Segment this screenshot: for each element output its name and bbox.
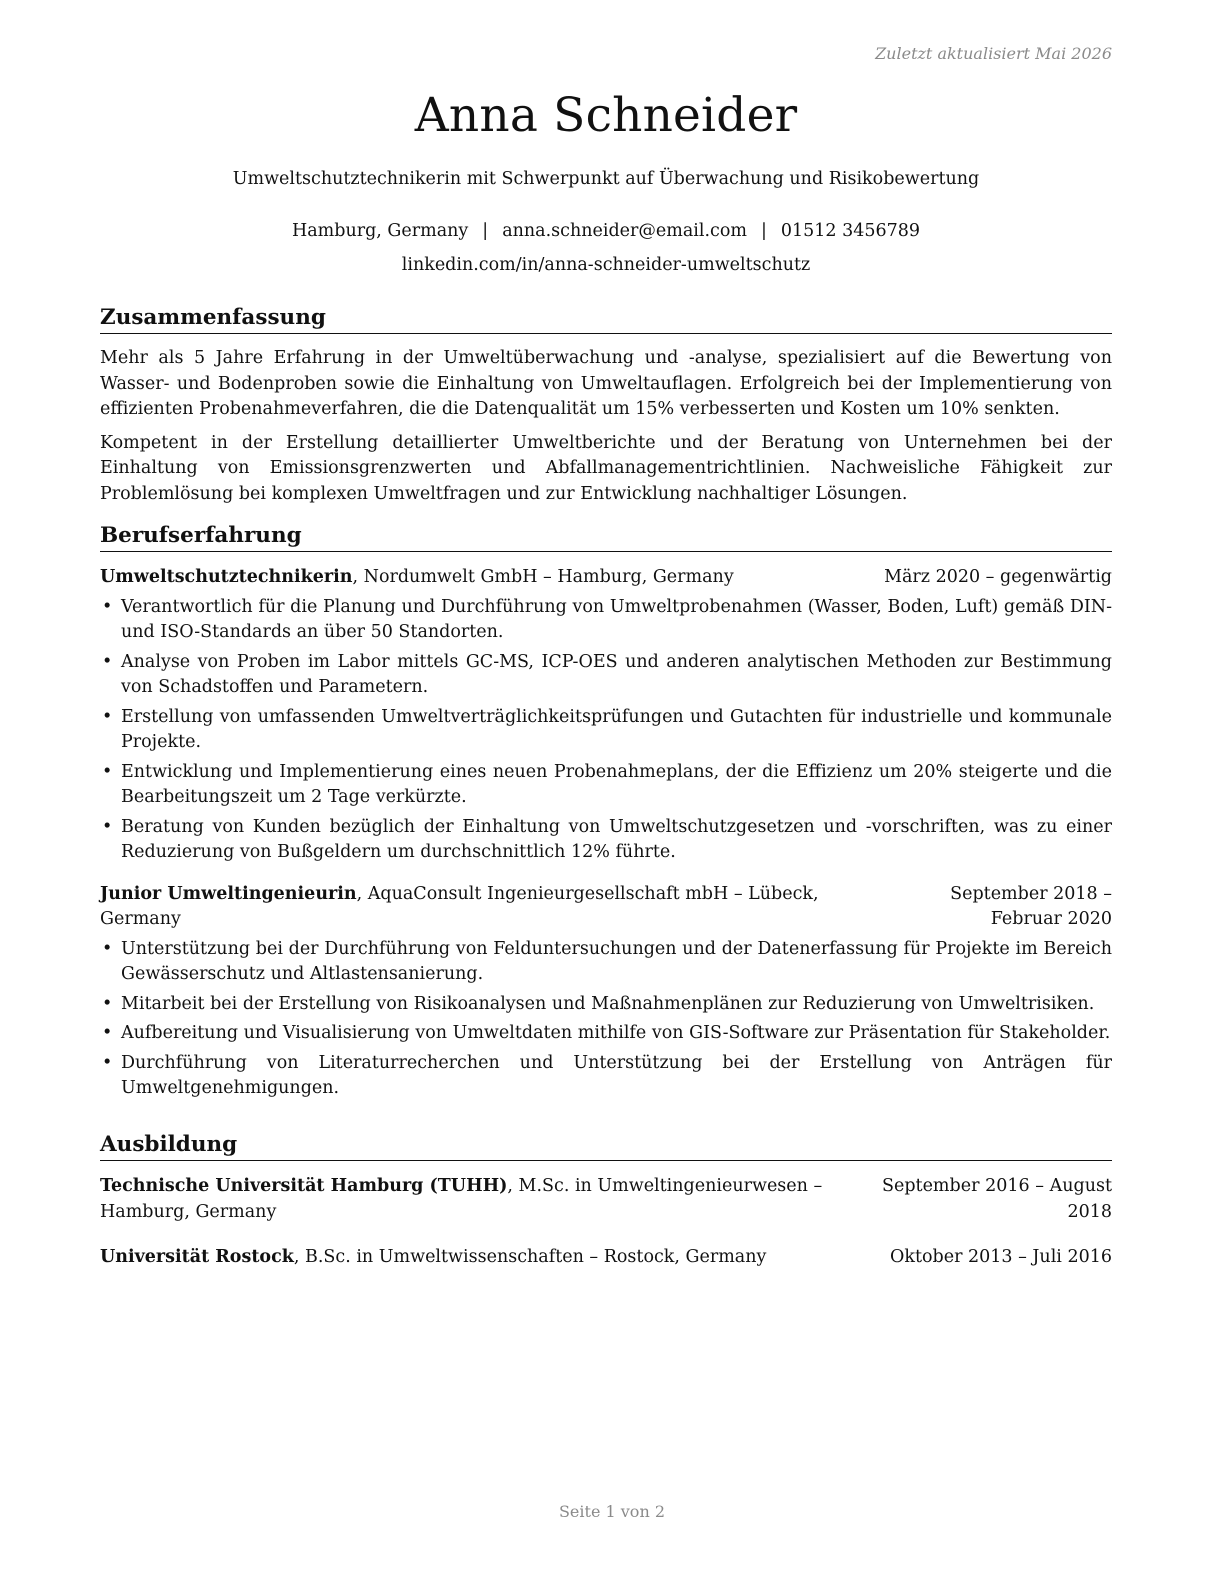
list-item: • Beratung von Kunden bezüglich der Einhaltung von Umweltschutzgesetzen und -vorschriften, was zu einer Reduzierung von Bußgeldern um durchschnittlich 12% führte. [102, 816, 1112, 862]
last-updated-note: Zuletzt aktualisiert Mai 2026 [875, 44, 1112, 63]
job-organization: , AquaConsult Ingenieurgesellschaft mbH – Lübeck, Germany [100, 883, 819, 929]
job-role: Junior Umweltingenieurin [100, 883, 357, 904]
bullet-icon: • [102, 1023, 113, 1043]
candidate-tagline: Umweltschutztechnikerin mit Schwerpunkt auf Überwachung und Risikobewertung [232, 169, 980, 189]
education-detail: , M.Sc. in Umweltingenieurwesen – Hamburg, Germany [100, 1176, 823, 1222]
job-entry [100, 882, 1112, 1102]
list-item: • Mitarbeit bei der Erstellung von Risikoanalysen und Maßnahmenplänen zur Reduzierung von Umweltrisiken. [100, 992, 1112, 1018]
job-organization: , Nordumwelt GmbH – Hamburg, Germany [352, 567, 734, 587]
education-school: Technische Universität Hamburg (TUHH) [100, 1176, 508, 1196]
job-dates: März 2020 – gegenwärtig [884, 567, 1112, 587]
candidate-name: Anna Schneider [414, 88, 798, 143]
contact-separator: | [482, 221, 489, 241]
education-entry [100, 1245, 1112, 1271]
education-title-line [100, 1174, 878, 1225]
education-detail: , B.Sc. in Umweltwissenschaften – Rostock, Germany [293, 1247, 767, 1267]
bullet-icon: • [102, 993, 113, 1014]
education-dates: Oktober 2013 – Juli 2016 [890, 1247, 1112, 1267]
bullet-icon: • [102, 816, 113, 837]
list-item: • Durchführung von Literaturrecherchen und Unterstützung bei der Erstellung von Anträgen für Umweltgenehmigungen. [102, 1052, 1112, 1098]
list-item: • Analyse von Proben im Labor mittels GC-MS, ICP-OES und anderen analytischen Methoden zur Bestimmung von Schadstoffen und Parametern. [102, 651, 1112, 697]
list-item: • Verantwortlich für die Planung und Durchführung von Umweltprobenahmen (Wasser, Boden, Luft) gemäß DIN- und ISO-Standards an über 50 Standorten. [102, 596, 1112, 642]
bullet-icon: • [102, 938, 113, 959]
education-entry [100, 1174, 1112, 1225]
job-role: Umweltschutztechnikerin [100, 567, 353, 587]
bullet-icon: • [102, 596, 113, 617]
job-entry [100, 565, 1112, 866]
job-dates: September 2018 – Februar 2020 [950, 883, 1112, 929]
summary-paragraph: Kompetent in der Erstellung detaillierter Umweltberichte und der Beratung von Unternehmen bei der Einhaltung von Emissionsgrenzwerten und Abfallmanagementrichtlinien. Nachweisliche Fähigkeit zur Problemlösung bei komplexen Umweltfragen und zur Entwicklung nachhaltiger Lösungen. [100, 432, 1112, 504]
contact-email[interactable]: anna.schneider@email.com [502, 221, 747, 241]
education-school: Universität Rostock [100, 1247, 294, 1267]
contact-line [100, 218, 1112, 244]
summary-paragraph: Mehr als 5 Jahre Erfahrung in der Umweltüberwachung und -analyse, spezialisiert auf die Bewertung von Wasser- und Bodenproben sowie die Einhaltung von Umweltauflagen. Erfolgreich bei der Implementierung von effizienten Probenahmeverfahren, die die Datenqualität um 15% verbesserten und Kosten um 10% senkten. [100, 348, 1112, 419]
list-item: • Aufbereitung und Visualisierung von Umweltdaten mithilfe von GIS-Software zur Präsentation für Stakeholder. [100, 1021, 1112, 1047]
job-title-line [100, 882, 876, 933]
contact-separator: | [760, 221, 767, 241]
education-section [100, 1131, 1112, 1271]
linkedin-link[interactable]: linkedin.com/in/anna-schneider-umweltschutz [401, 255, 811, 275]
job-bullets [100, 595, 1112, 866]
list-item: • Entwicklung und Implementierung eines neuen Probenahmeplans, der die Effizienz um 20% steigerte und die Bearbeitungszeit um 2 Tage verkürzte. [102, 761, 1112, 807]
list-item: • Erstellung von umfassenden Umweltverträglichkeitsprüfungen und Gutachten für industrielle und kommunale Projekte. [102, 706, 1112, 752]
bullet-icon: • [102, 1052, 113, 1073]
experience-section [100, 522, 1112, 1106]
job-title-line [100, 565, 734, 591]
job-header [100, 882, 1112, 933]
education-dates: September 2016 – August 2018 [882, 1176, 1112, 1222]
contact-location: Hamburg, Germany [291, 221, 469, 241]
bullet-icon: • [102, 761, 113, 782]
education-title-line [100, 1245, 766, 1271]
job-bullets [100, 937, 1112, 1102]
bullet-icon: • [102, 651, 113, 672]
summary-section [100, 304, 1112, 507]
page-number: Seite 1 von 2 [558, 1502, 666, 1521]
job-header [100, 565, 1112, 591]
section-title-education: Ausbildung [100, 1131, 1112, 1161]
section-title-summary: Zusammenfassung [100, 304, 1112, 334]
contact-phone: 01512 3456789 [780, 221, 921, 241]
bullet-icon: • [102, 706, 113, 727]
section-title-experience: Berufserfahrung [100, 522, 1112, 552]
list-item: • Unterstützung bei der Durchführung von Felduntersuchungen und der Datenerfassung für Projekte im Bereich Gewässerschutz und Altlastensanierung. [102, 938, 1112, 984]
